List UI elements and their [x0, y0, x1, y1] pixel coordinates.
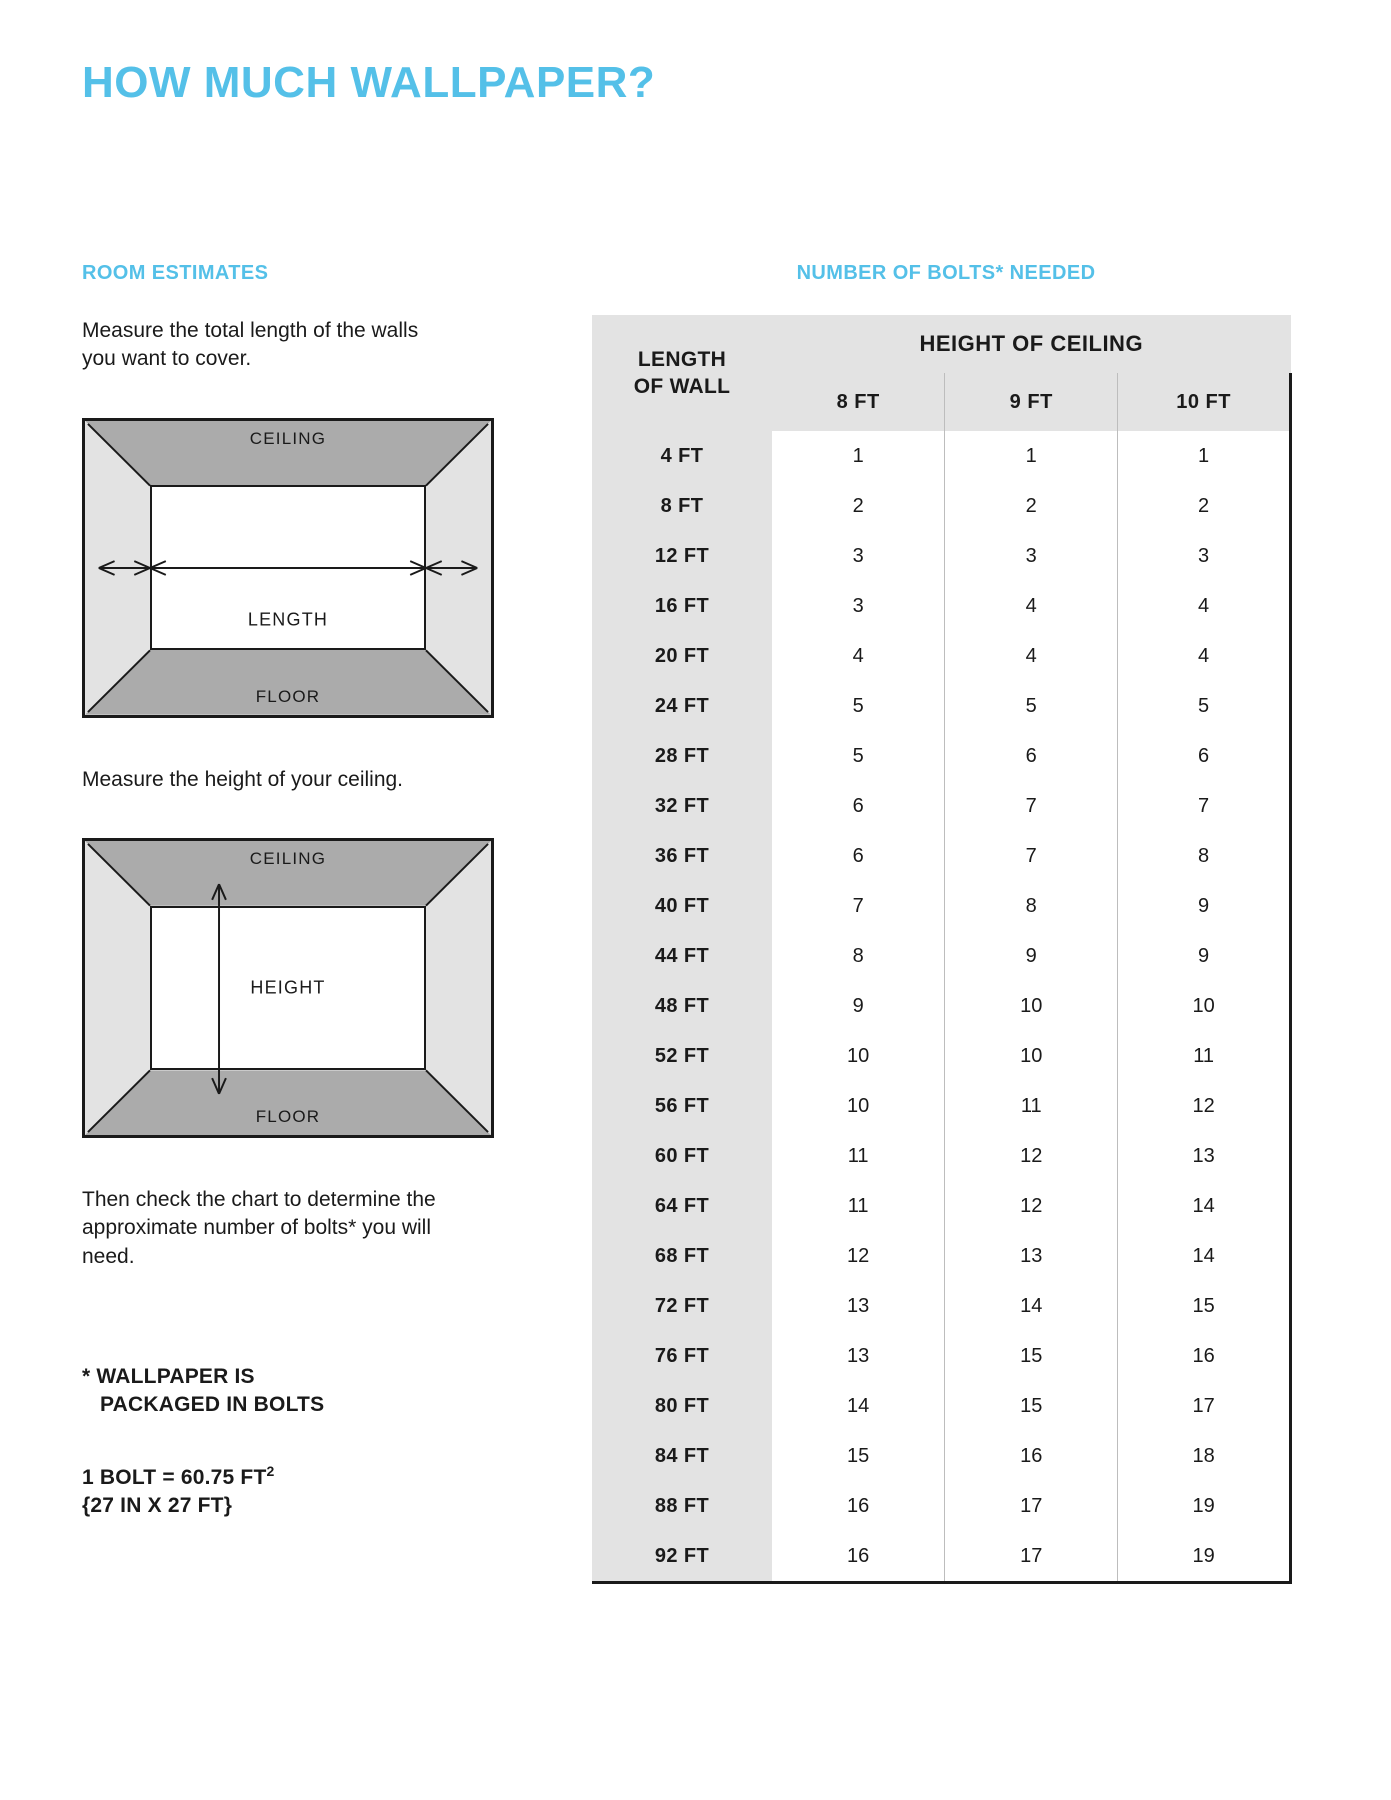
header-ceiling-8ft: 8 FT [772, 373, 945, 431]
bolt-size-superscript: 2 [266, 1462, 275, 1479]
table-body [592, 431, 1291, 1583]
cell-bolts-count: 15 [945, 1331, 1118, 1381]
row-length-label: 16 FT [592, 581, 772, 631]
table-row [592, 1181, 1291, 1231]
row-length-label: 4 FT [592, 431, 772, 481]
cell-bolts-count: 17 [945, 1531, 1118, 1583]
table-row [592, 1481, 1291, 1531]
cell-bolts-count: 12 [772, 1231, 945, 1281]
row-length-label: 56 FT [592, 1081, 772, 1131]
cell-bolts-count: 11 [772, 1181, 945, 1231]
table-row [592, 1281, 1291, 1331]
row-length-label: 12 FT [592, 531, 772, 581]
instruction-step-3: Then check the chart to determine the approximate number of bolts* you will need. [82, 1188, 436, 1268]
row-length-label: 52 FT [592, 1031, 772, 1081]
cell-bolts-count: 11 [772, 1131, 945, 1181]
length-dimension-arrows [85, 421, 491, 715]
cell-bolts-count: 7 [772, 881, 945, 931]
row-length-label: 36 FT [592, 831, 772, 881]
header-length-of-wall-line2: OF WALL [633, 375, 731, 398]
cell-bolts-count: 16 [1118, 1331, 1291, 1381]
cell-bolts-count: 8 [1118, 831, 1291, 881]
diagram-label-floor: FLOOR [255, 686, 321, 706]
cell-bolts-count: 12 [1118, 1081, 1291, 1131]
bolt-size-note [82, 1462, 502, 1521]
diagram-label-floor: FLOOR [255, 1107, 321, 1127]
row-length-label: 40 FT [592, 881, 772, 931]
cell-bolts-count: 13 [772, 1281, 945, 1331]
cell-bolts-count: 2 [1118, 481, 1291, 531]
footnote-line-2: PACKAGED IN BOLTS [100, 1393, 325, 1417]
row-length-label: 64 FT [592, 1181, 772, 1231]
table-row [592, 1531, 1291, 1583]
cell-bolts-count: 11 [945, 1081, 1118, 1131]
cell-bolts-count: 19 [1118, 1481, 1291, 1531]
row-length-label: 68 FT [592, 1231, 772, 1281]
row-length-label: 20 FT [592, 631, 772, 681]
cell-bolts-count: 15 [945, 1381, 1118, 1431]
row-length-label: 28 FT [592, 731, 772, 781]
cell-bolts-count: 12 [945, 1131, 1118, 1181]
row-length-label: 48 FT [592, 981, 772, 1031]
row-length-label: 44 FT [592, 931, 772, 981]
cell-bolts-count: 5 [945, 681, 1118, 731]
room-diagram-height [82, 838, 494, 1138]
instruction-step-2: Measure the height of your ceiling. [82, 767, 404, 791]
cell-bolts-count: 11 [1118, 1031, 1291, 1081]
cell-bolts-count: 8 [945, 881, 1118, 931]
header-length-of-wall [592, 315, 772, 431]
cell-bolts-count: 17 [945, 1481, 1118, 1531]
room-estimates-column [82, 262, 502, 1520]
cell-bolts-count: 2 [945, 481, 1118, 531]
cell-bolts-count: 9 [772, 981, 945, 1031]
diagram-label-ceiling: CEILING [249, 428, 327, 448]
header-ceiling-9ft: 9 FT [945, 373, 1118, 431]
cell-bolts-count: 4 [1118, 581, 1291, 631]
cell-bolts-count: 10 [772, 1081, 945, 1131]
cell-bolts-count: 14 [1118, 1181, 1291, 1231]
cell-bolts-count: 6 [772, 831, 945, 881]
table-row [592, 1331, 1291, 1381]
cell-bolts-count: 5 [1118, 681, 1291, 731]
cell-bolts-count: 15 [772, 1431, 945, 1481]
cell-bolts-count: 6 [1118, 731, 1291, 781]
table-head [592, 315, 1291, 431]
cell-bolts-count: 7 [1118, 781, 1291, 831]
table-row [592, 1081, 1291, 1131]
cell-bolts-count: 17 [1118, 1381, 1291, 1431]
header-height-of-ceiling: HEIGHT OF CEILING [772, 315, 1291, 373]
cell-bolts-count: 3 [772, 531, 945, 581]
table-row [592, 781, 1291, 831]
bolts-table-section [592, 262, 1300, 1584]
diagram-label-ceiling: CEILING [249, 849, 327, 869]
cell-bolts-count: 19 [1118, 1531, 1291, 1583]
table-row [592, 1131, 1291, 1181]
cell-bolts-count: 4 [945, 631, 1118, 681]
cell-bolts-count: 10 [772, 1031, 945, 1081]
table-row [592, 1031, 1291, 1081]
cell-bolts-count: 6 [945, 731, 1118, 781]
room-diagram-length [82, 418, 494, 718]
cell-bolts-count: 10 [945, 1031, 1118, 1081]
table-header-row-1 [592, 315, 1291, 373]
cell-bolts-count: 18 [1118, 1431, 1291, 1481]
bolts-table [592, 315, 1292, 1584]
cell-bolts-count: 8 [772, 931, 945, 981]
cell-bolts-count: 2 [772, 481, 945, 531]
header-length-of-wall-line1: LENGTH [637, 347, 727, 371]
cell-bolts-count: 9 [945, 931, 1118, 981]
row-length-label: 24 FT [592, 681, 772, 731]
cell-bolts-count: 1 [772, 431, 945, 481]
table-row [592, 581, 1291, 631]
diagram-label-height: HEIGHT [250, 977, 326, 998]
cell-bolts-count: 13 [772, 1331, 945, 1381]
cell-bolts-count: 14 [772, 1381, 945, 1431]
table-row [592, 531, 1291, 581]
cell-bolts-count: 16 [772, 1481, 945, 1531]
bolt-size-text: 1 BOLT = 60.75 FT [82, 1465, 267, 1489]
cell-bolts-count: 10 [945, 981, 1118, 1031]
instruction-step-1: Measure the total length of the walls you want to cover. [82, 319, 419, 371]
cell-bolts-count: 4 [945, 581, 1118, 631]
cell-bolts-count: 4 [772, 631, 945, 681]
cell-bolts-count: 5 [772, 731, 945, 781]
cell-bolts-count: 16 [772, 1531, 945, 1583]
footnote-bolts [82, 1363, 502, 1420]
bolt-size-line-2: {27 IN X 27 FT} [82, 1494, 233, 1518]
table-row [592, 731, 1291, 781]
cell-bolts-count: 9 [1118, 931, 1291, 981]
row-length-label: 88 FT [592, 1481, 772, 1531]
cell-bolts-count: 14 [1118, 1231, 1291, 1281]
cell-bolts-count: 16 [945, 1431, 1118, 1481]
cell-bolts-count: 4 [1118, 631, 1291, 681]
cell-bolts-count: 3 [772, 581, 945, 631]
bolt-size-line-1 [82, 1462, 502, 1492]
cell-bolts-count: 13 [1118, 1131, 1291, 1181]
table-row [592, 431, 1291, 481]
row-length-label: 80 FT [592, 1381, 772, 1431]
table-row [592, 681, 1291, 731]
cell-bolts-count: 6 [772, 781, 945, 831]
table-row [592, 481, 1291, 531]
page-title: HOW MUCH WALLPAPER? [82, 58, 656, 107]
row-length-label: 32 FT [592, 781, 772, 831]
table-row [592, 881, 1291, 931]
table-row [592, 1381, 1291, 1431]
cell-bolts-count: 14 [945, 1281, 1118, 1331]
cell-bolts-count: 5 [772, 681, 945, 731]
cell-bolts-count: 15 [1118, 1281, 1291, 1331]
diagram-label-length: LENGTH [247, 609, 329, 630]
cell-bolts-count: 7 [945, 781, 1118, 831]
row-length-label: 84 FT [592, 1431, 772, 1481]
table-heading: NUMBER OF BOLTS* NEEDED [796, 262, 1096, 284]
table-row [592, 631, 1291, 681]
cell-bolts-count: 10 [1118, 981, 1291, 1031]
section-heading-room-estimates: ROOM ESTIMATES [82, 262, 269, 284]
table-row [592, 1231, 1291, 1281]
row-length-label: 92 FT [592, 1531, 772, 1583]
table-row [592, 1431, 1291, 1481]
cell-bolts-count: 1 [1118, 431, 1291, 481]
row-length-label: 60 FT [592, 1131, 772, 1181]
row-length-label: 8 FT [592, 481, 772, 531]
footnote-line-1: * WALLPAPER IS [82, 1365, 255, 1389]
table-row [592, 981, 1291, 1031]
row-length-label: 76 FT [592, 1331, 772, 1381]
cell-bolts-count: 9 [1118, 881, 1291, 931]
table-row [592, 831, 1291, 881]
cell-bolts-count: 3 [1118, 531, 1291, 581]
table-row [592, 931, 1291, 981]
row-length-label: 72 FT [592, 1281, 772, 1331]
cell-bolts-count: 13 [945, 1231, 1118, 1281]
cell-bolts-count: 12 [945, 1181, 1118, 1231]
cell-bolts-count: 3 [945, 531, 1118, 581]
header-ceiling-10ft: 10 FT [1118, 373, 1291, 431]
cell-bolts-count: 1 [945, 431, 1118, 481]
cell-bolts-count: 7 [945, 831, 1118, 881]
